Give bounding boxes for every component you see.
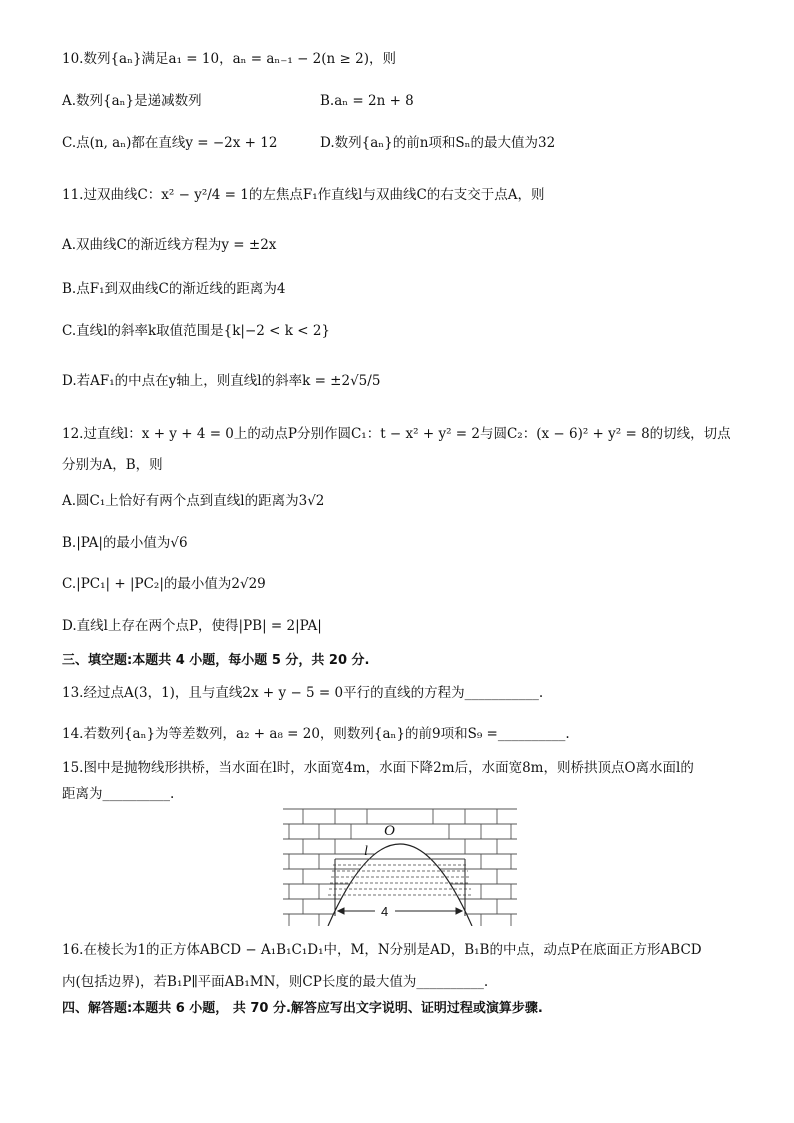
q10-stem: 10.数列{aₙ}满足a₁ = 10，aₙ = aₙ₋₁ − 2(n ≥ 2)，则 — [62, 51, 396, 67]
q12-option-a: A.圆C₁上恰好有两个点到直线l的距离为3√2 — [62, 493, 325, 509]
q12-stem-line2: 分别为A，B，则 — [62, 457, 163, 473]
q11-option-d: D.若AF₁的中点在y轴上，则直线l的斜率k = ±2√5/5 — [62, 373, 381, 389]
q12-stem-line1: 12.过直线l：x + y + 4 = 0上的动点P分别作圆C₁：t − x² + y² = 2与圆C₂：(x − 6)² + y² = 8的切线，切点 — [62, 426, 731, 442]
q10-option-b: B.aₙ = 2n + 8 — [320, 93, 414, 109]
width-label: 4 — [381, 904, 389, 919]
q12-option-c: C.|PC₁| + |PC₂|的最小值为2√29 — [62, 576, 266, 592]
vertex-label-o: O — [384, 823, 395, 839]
q10-option-a: A.数列{aₙ}是递减数列 — [62, 93, 202, 109]
q10-option-d: D.数列{aₙ}的前n项和Sₙ的最大值为32 — [320, 135, 556, 151]
q13-text: 13.经过点A(3，1)，且与直线2x + y − 5 = 0平行的直线的方程为___________. — [62, 685, 544, 701]
q11-stem: 11.过双曲线C：x² − y²/4 = 1的左焦点F₁作直线l与双曲线C的右支交于点A，则 — [62, 187, 545, 203]
q11-option-a: A.双曲线C的渐近线方程为y = ±2x — [62, 237, 277, 253]
dimension-ticks — [335, 859, 465, 916]
q12-option-b: B.|PA|的最小值为√6 — [62, 535, 188, 551]
water-label-l: l — [364, 844, 368, 859]
q16-line2: 内(包括边界)，若B₁P∥平面AB₁MN，则CP长度的最大值为__________. — [62, 974, 489, 990]
arch-curve — [328, 844, 472, 926]
q15-line1: 15.图中是抛物线形拱桥，当水面在l时，水面宽4m，水面下降2m后，水面宽8m，则桥拱顶点O离水面l的 — [62, 760, 694, 776]
q10-option-c: C.点(n, aₙ)都在直线y = −2x + 12 — [62, 135, 278, 151]
arch-bridge-figure — [283, 808, 517, 926]
brick-wall — [283, 809, 517, 926]
q11-option-b: B.点F₁到双曲线C的渐近线的距离为4 — [62, 281, 286, 297]
q16-line1: 16.在棱长为1的正方体ABCD − A₁B₁C₁D₁中，M，N分别是AD，B₁B的中点，动点P在底面正方形ABCD — [62, 942, 702, 958]
q14-text: 14.若数列{aₙ}为等差数列，a₂ + a₈ = 20，则数列{aₙ}的前9项和S₉ =__________. — [62, 726, 570, 742]
section4-heading: 四、解答题:本题共 6 小题， 共 70 分.解答应写出文字说明、证明过程或演算步骤. — [62, 1001, 543, 1016]
water-lines — [328, 859, 472, 895]
section3-heading: 三、填空题:本题共 4 小题，每小题 5 分，共 20 分. — [62, 653, 370, 668]
q11-option-c: C.直线l的斜率k取值范围是{k|−2 < k < 2} — [62, 323, 331, 339]
q12-option-d: D.直线l上存在两个点P，使得|PB| = 2|PA| — [62, 618, 322, 634]
q15-line2: 距离为__________. — [62, 786, 175, 802]
